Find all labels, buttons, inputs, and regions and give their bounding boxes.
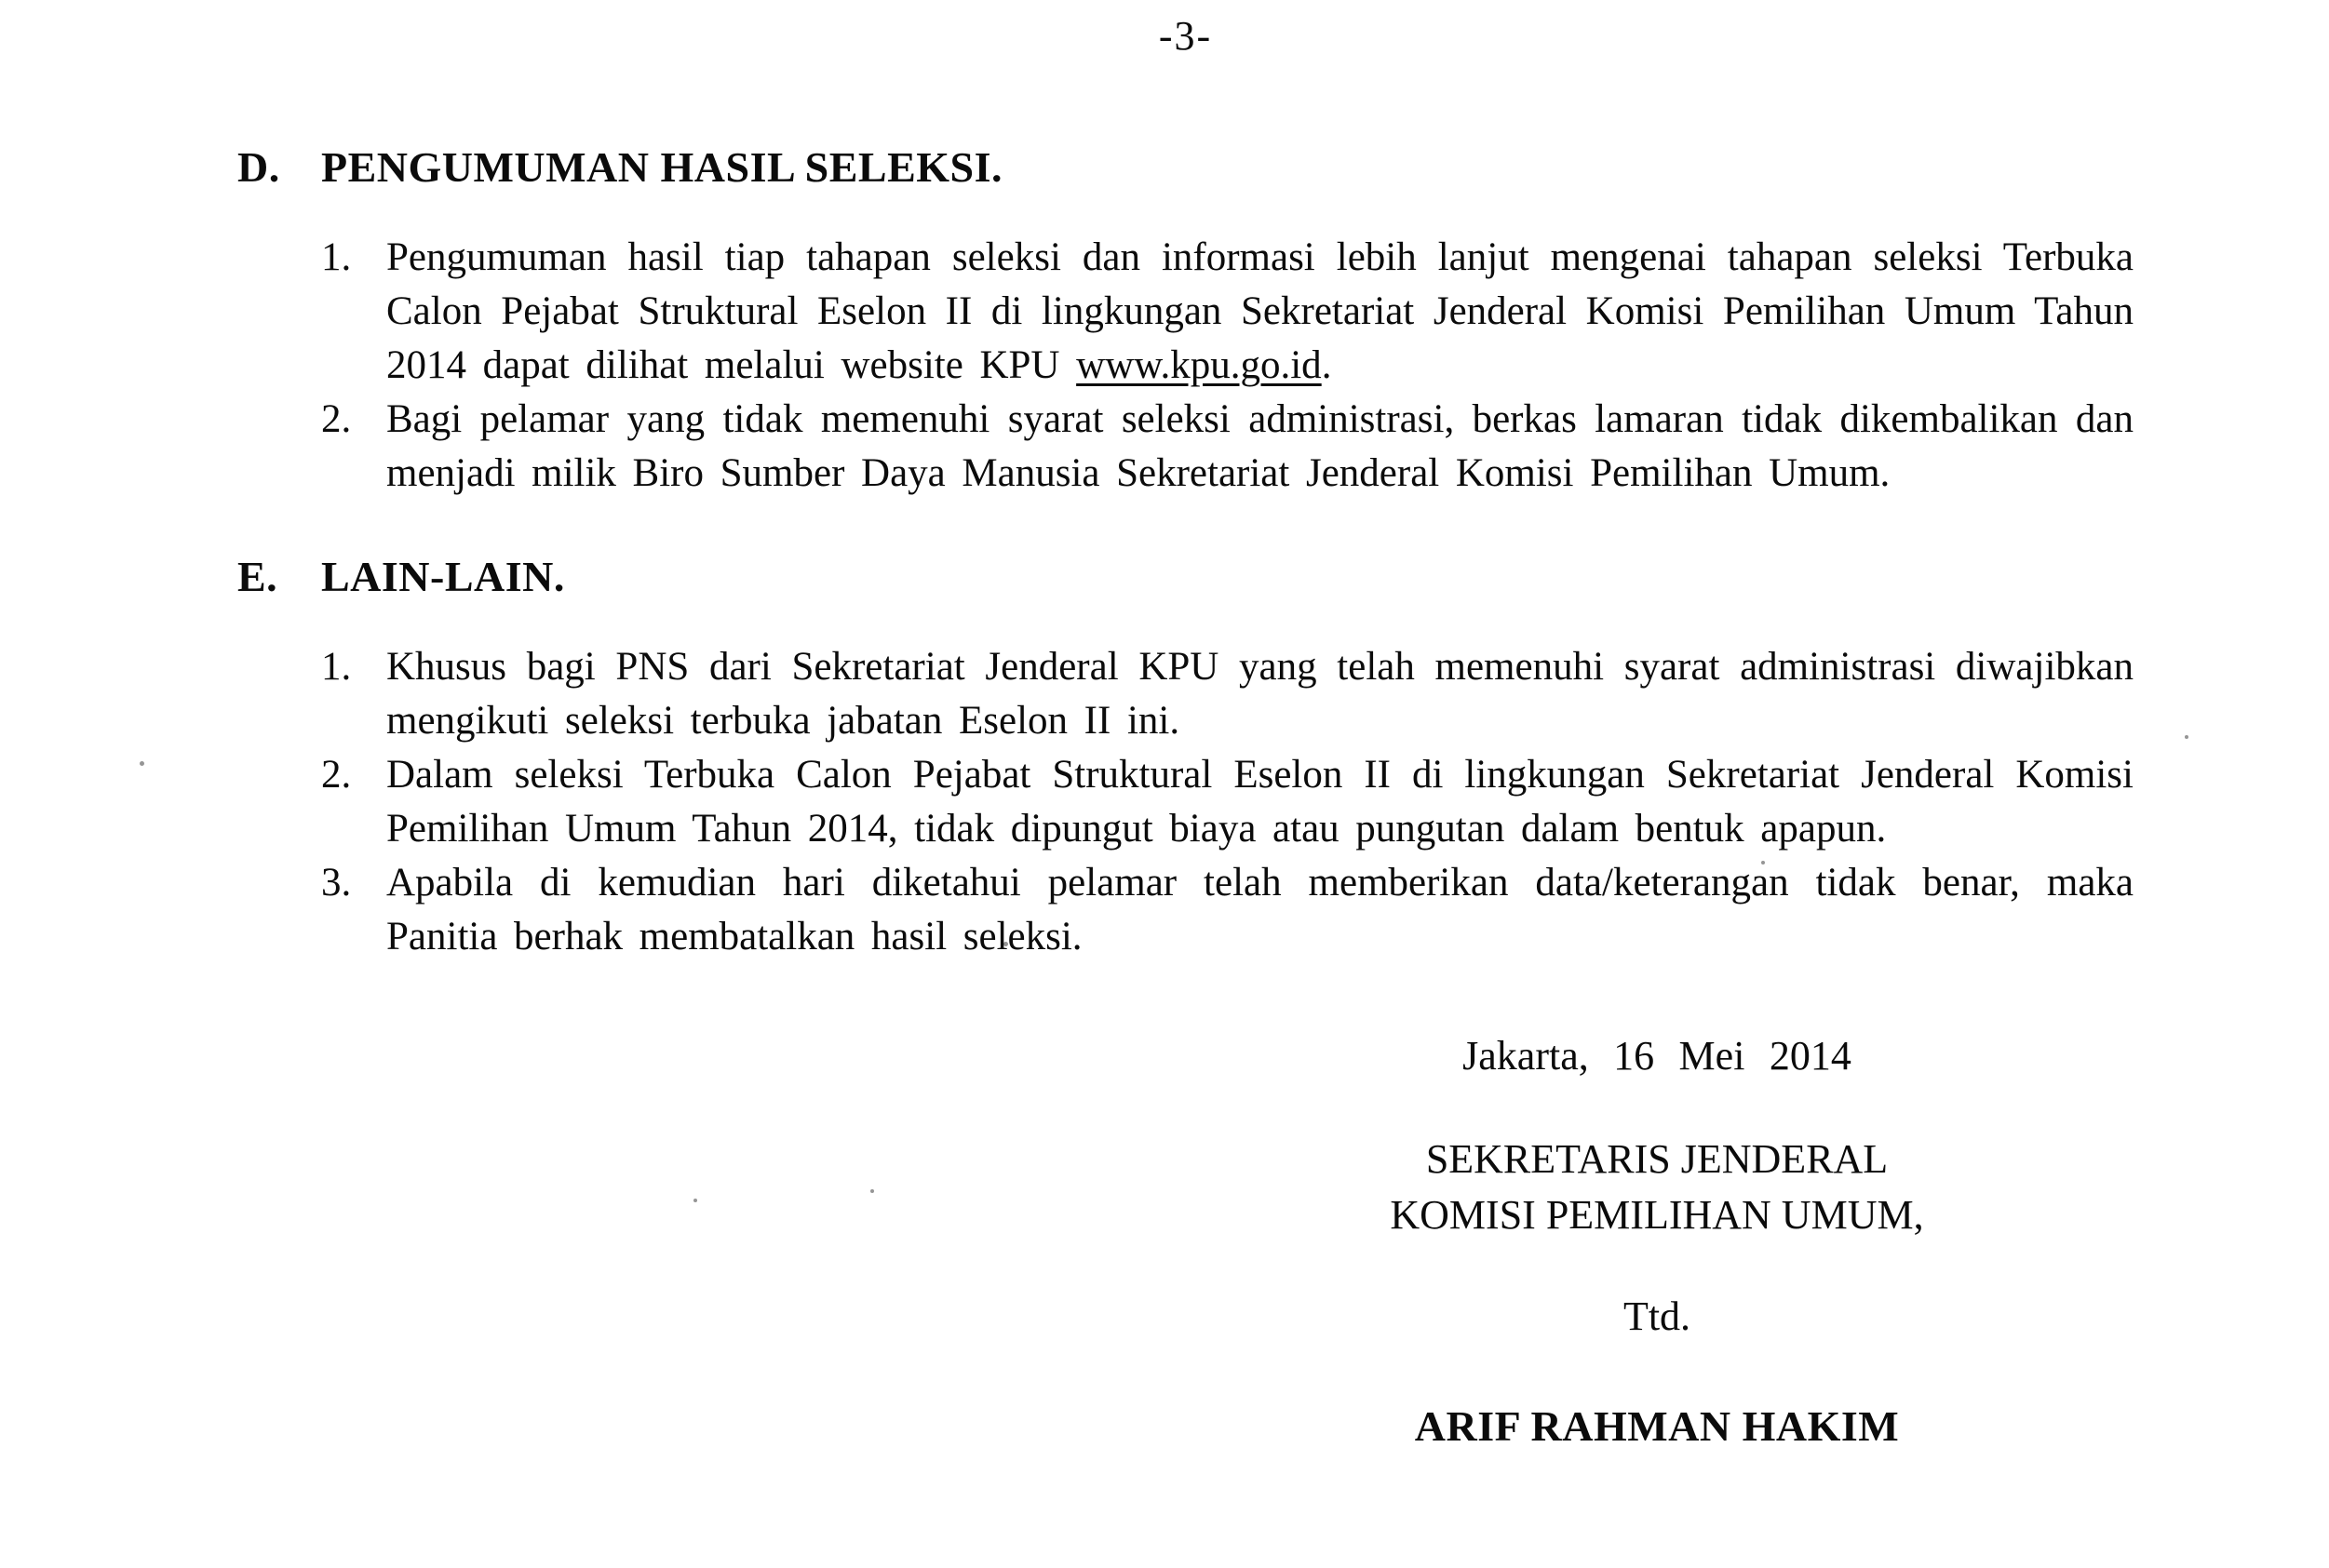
section-title: LAIN-LAIN. <box>321 553 565 600</box>
list-item-text: Khusus bagi PNS dari Sekretariat Jenderal KPU yang telah memenuhi syarat administrasi diwajibkan mengikuti seleksi terbuka jabatan Eselon II ini. <box>386 645 2134 743</box>
signature-title <box>1331 1132 1983 1243</box>
signature-name: ARIF RAHMAN HAKIM <box>1414 1402 1900 1450</box>
item-text-segment: Pengumuman hasil tiap tahapan seleksi dan informasi lebih lanjut mengenai tahapan seleksi Terbuka Calon Pejabat Struktural Eselon II di lingkungan Sekretariat Jenderal Komisi Pemilihan Umum Tahun 2014 dapat dilihat melalui website KPU <box>386 235 2134 387</box>
scan-speck <box>2185 735 2188 739</box>
section-item-list <box>237 640 2134 964</box>
list-item-text <box>386 231 2134 393</box>
item-text-segment: . <box>1321 343 1332 387</box>
scan-speck <box>870 1189 874 1193</box>
section-item-list <box>237 231 2134 501</box>
signature-ttd-label: Ttd. <box>1622 1293 1691 1339</box>
list-item-text: Apabila di kemudian hari diketahui pelamar telah memberikan data/keterangan tidak benar, maka Panitia berhak membatalkan hasil seleksi. <box>386 861 2134 958</box>
signature-place-date: Jakarta, 16 Mei 2014 <box>1462 1033 1851 1079</box>
signature-title-line1: SEKRETARIS JENDERAL <box>1425 1136 1889 1182</box>
signature-block <box>1331 1029 1983 1454</box>
list-item-number: 2. <box>321 753 352 797</box>
section-letter: D. <box>237 143 280 191</box>
list-item-number: 3. <box>321 861 352 905</box>
list-item <box>321 748 2134 856</box>
section-pengumuman-hasil-seleksi <box>237 140 2134 501</box>
scan-speck <box>693 1199 697 1202</box>
kpu-website-link[interactable]: www.kpu.go.id <box>1076 343 1322 387</box>
list-item-text: Dalam seleksi Terbuka Calon Pejabat Struktural Eselon II di lingkungan Sekretariat Jenderal Komisi Pemilihan Umum Tahun 2014, tidak dipungut biaya atau pungutan dalam bentuk apapun. <box>386 753 2134 851</box>
section-title: PENGUMUMAN HASIL SELEKSI. <box>321 143 1003 191</box>
list-item-number: 2. <box>321 397 352 441</box>
list-item <box>321 856 2134 964</box>
scan-speck <box>1003 942 1008 946</box>
section-heading <box>237 549 2134 605</box>
page-number: -3- <box>1158 13 1213 59</box>
scan-speck <box>140 761 144 766</box>
section-heading <box>237 140 2134 195</box>
list-item <box>321 231 2134 393</box>
list-item-number: 1. <box>321 235 352 279</box>
signature-title-line2: KOMISI PEMILIHAN UMUM, <box>1390 1192 1924 1238</box>
list-item <box>321 640 2134 748</box>
list-item-number: 1. <box>321 645 352 689</box>
list-item <box>321 393 2134 501</box>
section-letter: E. <box>237 553 278 600</box>
list-item-text: Bagi pelamar yang tidak memenuhi syarat seleksi administrasi, berkas lamaran tidak dikembalikan dan menjadi milik Biro Sumber Daya Manusia Sekretariat Jenderal Komisi Pemilihan Umum. <box>386 397 2134 495</box>
section-lain-lain <box>237 549 2134 964</box>
scan-speck <box>1761 861 1765 864</box>
